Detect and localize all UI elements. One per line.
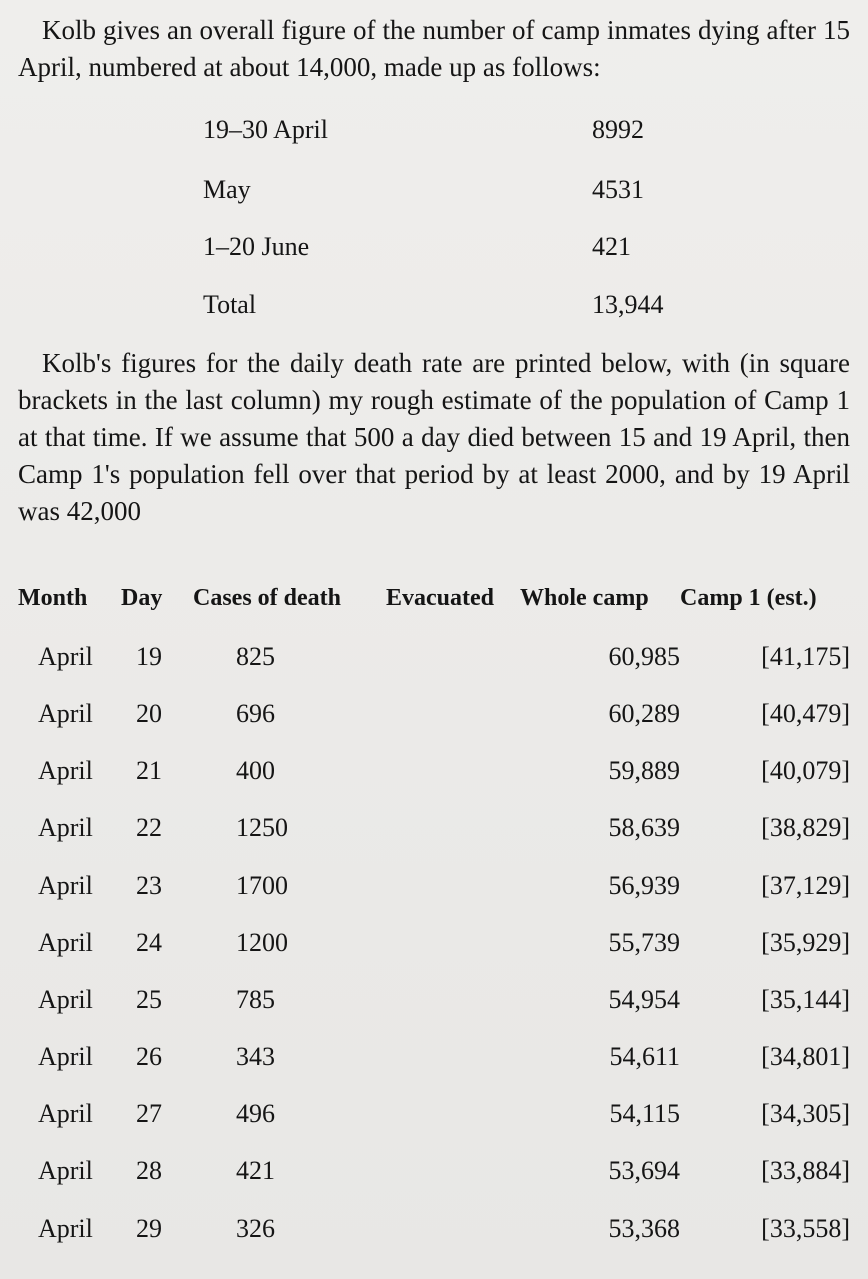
cell-camp1: [40,079] [761, 756, 850, 785]
summary-deaths: 4531 [592, 175, 644, 204]
table-row [18, 808, 850, 848]
cell-camp1: [33,884] [761, 1156, 850, 1185]
cell-cases: 421 [236, 1156, 275, 1185]
cell-month: April [38, 642, 93, 671]
cell-cases: 1200 [236, 928, 288, 957]
cell-day: 29 [136, 1214, 162, 1243]
cell-camp1: [35,929] [761, 928, 850, 957]
table-row [18, 637, 850, 677]
header-day: Day [121, 585, 163, 611]
cell-day: 19 [136, 642, 162, 671]
cell-day: 21 [136, 756, 162, 785]
cell-camp1: [35,144] [761, 985, 850, 1014]
summary-period: 19–30 April [203, 115, 328, 144]
cell-month: April [38, 699, 93, 728]
cell-cases: 400 [236, 756, 275, 785]
cell-whole-camp: 54,611 [609, 1042, 680, 1071]
cell-cases: 343 [236, 1042, 275, 1071]
cell-cases: 785 [236, 985, 275, 1014]
table-row [18, 923, 850, 963]
summary-period: 1–20 June [203, 232, 310, 261]
cell-day: 20 [136, 699, 162, 728]
cell-month: April [38, 1156, 93, 1185]
cell-day: 25 [136, 985, 162, 1014]
cell-whole-camp: 60,985 [608, 642, 680, 671]
header-evacuated: Evacuated [386, 585, 494, 611]
daily-text: Kolb's figures for the daily death rate are printed below, with (in square brackets in the last column) my rough estimate of the population of Camp 1 at that time. If we assume that 500 a day died between 15 and 19 April, then Camp 1's population fell over that period by at least 2000, and by 19 April was 42,000 [18, 348, 850, 526]
intro-text: Kolb gives an overall figure of the number of camp inmates dying after 15 April, numbered at about 14,000, made up as follows: [18, 15, 850, 82]
table-row [18, 1037, 850, 1077]
cell-month: April [38, 871, 93, 900]
cell-month: April [38, 1214, 93, 1243]
cell-camp1: [41,175] [761, 642, 850, 671]
summary-deaths: 421 [592, 232, 631, 261]
cell-month: April [38, 928, 93, 957]
cell-month: April [38, 985, 93, 1014]
cell-whole-camp: 56,939 [608, 871, 680, 900]
intro-paragraph [18, 12, 850, 86]
table-header [18, 580, 850, 616]
cell-camp1: [37,129] [761, 871, 850, 900]
cell-whole-camp: 54,954 [608, 985, 680, 1014]
cell-cases: 1700 [236, 871, 288, 900]
cell-day: 24 [136, 928, 162, 957]
summary-deaths: 13,944 [592, 290, 664, 319]
header-whole-camp: Whole camp [520, 585, 649, 611]
cell-cases: 825 [236, 642, 275, 671]
cell-cases: 326 [236, 1214, 275, 1243]
table-row [18, 694, 850, 734]
header-month: Month [18, 585, 88, 611]
header-cases: Cases of death [193, 585, 341, 611]
table-row [18, 1151, 850, 1191]
cell-day: 27 [136, 1099, 162, 1128]
table-row [18, 751, 850, 791]
summary-period: Total [203, 290, 257, 319]
cell-camp1: [33,558] [761, 1214, 850, 1243]
cell-cases: 696 [236, 699, 275, 728]
cell-camp1: [34,801] [761, 1042, 850, 1071]
cell-whole-camp: 53,694 [608, 1156, 680, 1185]
summary-period: May [203, 175, 251, 204]
cell-camp1: [34,305] [761, 1099, 850, 1128]
cell-whole-camp: 54,115 [609, 1099, 680, 1128]
cell-month: April [38, 1099, 93, 1128]
cell-month: April [38, 756, 93, 785]
cell-day: 26 [136, 1042, 162, 1071]
daily-paragraph [18, 345, 850, 530]
cell-month: April [38, 813, 93, 842]
cell-day: 28 [136, 1156, 162, 1185]
cell-month: April [38, 1042, 93, 1071]
cell-camp1: [38,829] [761, 813, 850, 842]
cell-whole-camp: 59,889 [608, 756, 680, 785]
cell-whole-camp: 60,289 [608, 699, 680, 728]
cell-cases: 1250 [236, 813, 288, 842]
table-row [18, 1209, 850, 1249]
cell-camp1: [40,479] [761, 699, 850, 728]
table-row [18, 980, 850, 1020]
cell-whole-camp: 55,739 [608, 928, 680, 957]
cell-cases: 496 [236, 1099, 275, 1128]
header-camp1: Camp 1 (est.) [680, 585, 817, 611]
table-row [18, 866, 850, 906]
cell-day: 23 [136, 871, 162, 900]
cell-whole-camp: 58,639 [608, 813, 680, 842]
cell-whole-camp: 53,368 [608, 1214, 680, 1243]
cell-day: 22 [136, 813, 162, 842]
table-row [18, 1094, 850, 1134]
summary-deaths: 8992 [592, 115, 644, 144]
